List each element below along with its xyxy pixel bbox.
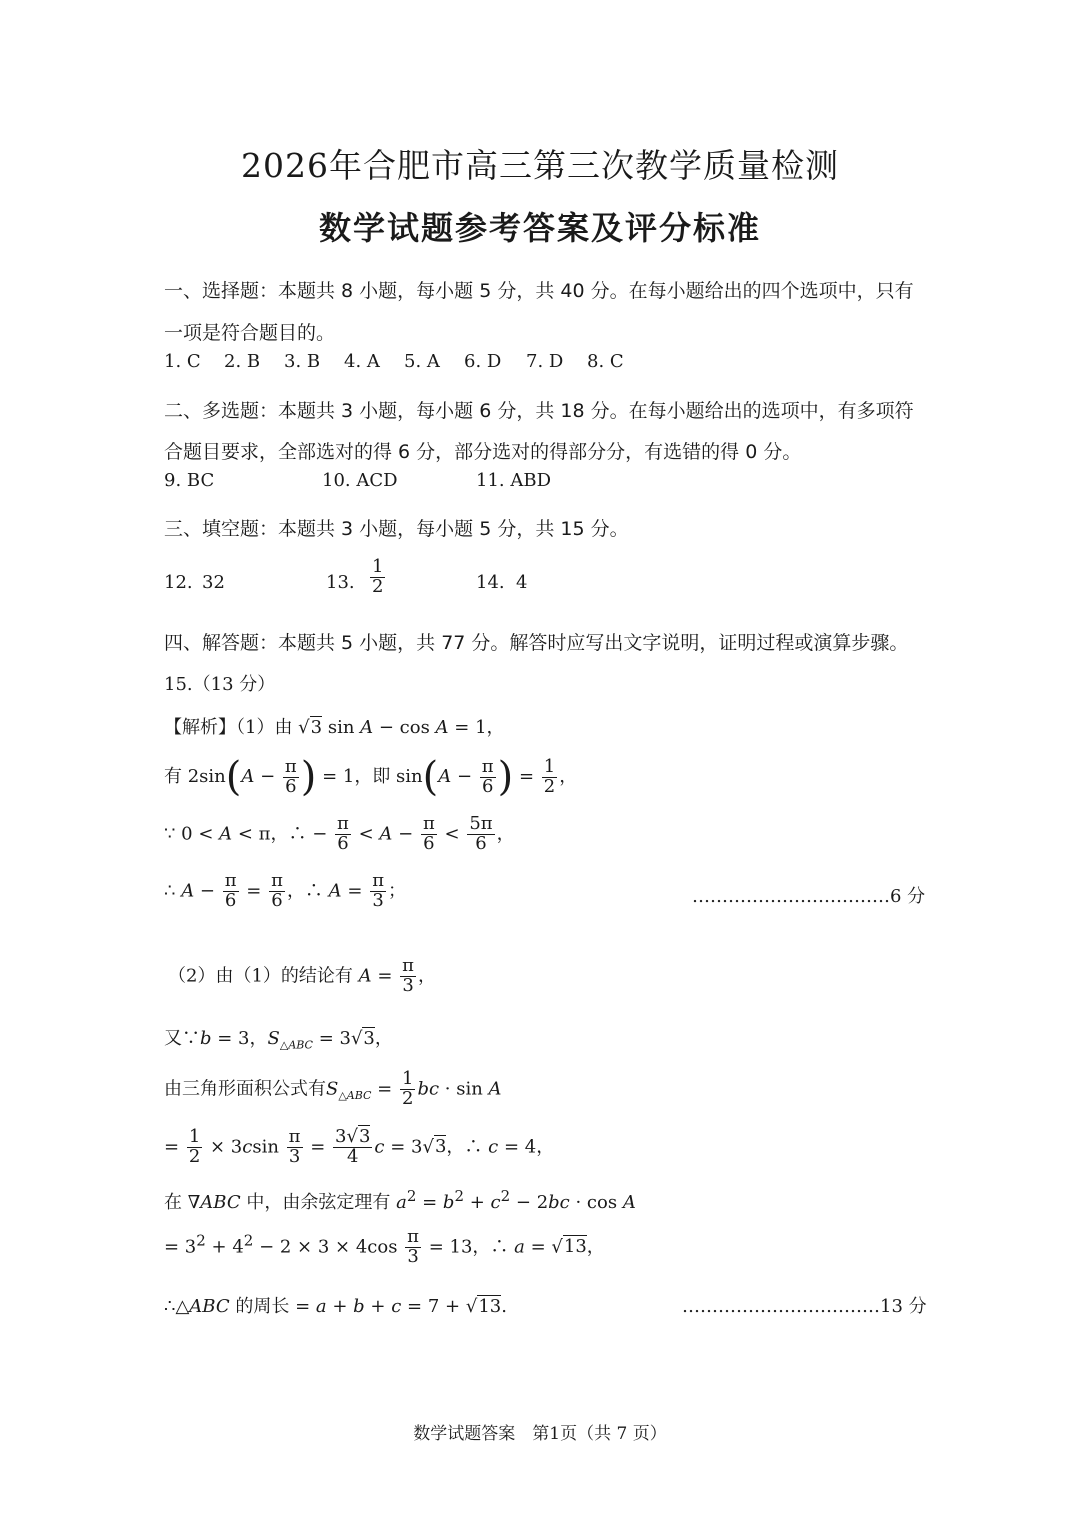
page-footer: 数学试题答案 第1页（共 7 页） xyxy=(413,1424,667,1444)
score-marker-13: ……………………………13 分 xyxy=(682,1296,927,1317)
mc-answer: 2. B xyxy=(224,351,261,372)
multi-answer: 10. ACD xyxy=(322,470,398,491)
section-1-heading-cont: 一项是符合题目的。 xyxy=(164,322,336,344)
solution-line-8: = $\frac{1}{2}$ × 3csin $\frac{\pi}{3}$ = $\frac{3√3}{4}$ c = 3√3，∴ c = 4， xyxy=(164,1126,555,1167)
solution-line-1: 【解析】（1）由 √3 sin A − cos A = 1， xyxy=(164,717,505,738)
cosine-pre-label: 在 xyxy=(164,1192,182,1213)
solution-line-3: ∵ 0 < A < π，∴ − $\frac{\pi}{6}$ < A − $\frac{\pi}{6}$ < $\frac{5\pi}{6}$ ， xyxy=(164,813,515,854)
section-3-heading: 三、填空题：本题共 3 小题，每小题 5 分，共 15 分。 xyxy=(164,518,629,540)
solution-line-11: ∴△ABC 的周长 = a + b + c = 7 + √13. xyxy=(164,1296,507,1317)
perimeter-label: 的周长 xyxy=(235,1296,290,1317)
fraction-denominator: 2 xyxy=(372,575,384,597)
fill-answer-fraction xyxy=(368,558,387,597)
section-2-heading-cont: 合题目要求，全部选对的得 6 分，部分选对的得部分分，有选错的得 0 分。 xyxy=(164,441,802,463)
mc-answer: 8. C xyxy=(587,351,624,372)
page-title: 2026年合肥市高三第三次教学质量检测 xyxy=(241,146,839,185)
mc-answer: 6. D xyxy=(464,351,502,372)
solution-line-6: 又∵b = 3，$S_{\triangle ABC} = 3√3$， xyxy=(164,1028,393,1052)
solution-line-7: 由三角形面积公式有$S_{\triangle ABC}$ = $\frac{1}{2}$ bc · sin A xyxy=(164,1068,502,1109)
cosine-mid-label: 中，由余弦定理有 xyxy=(246,1192,391,1213)
solution-line-5: （2）由（1）的结论有 A = $\frac{\pi}{3}$ ， xyxy=(168,955,437,996)
section-2-heading: 二、多选题：本题共 3 小题，每小题 6 分，共 18 分。在每小题给出的选项中，有多项符 xyxy=(164,400,914,422)
solution-line-9: 在 ∇ABC 中，由余弦定理有 $a^2 = b^2 + c^2 - 2bc \cdot \cos A$ xyxy=(164,1187,636,1213)
mc-answer: 5. A xyxy=(404,351,440,372)
fill-label: 14. xyxy=(476,572,505,593)
section-4-heading: 四、解答题：本题共 5 小题，共 77 分。解答时应写出文字说明，证明过程或演算步骤。 xyxy=(164,632,909,654)
solution-line-4: ∴ A − $\frac{\pi}{6}$ = $\frac{\pi}{6}$ ，∴ A = $\frac{\pi}{3}$ ； xyxy=(164,870,407,911)
part-2-label: （2）由（1）的结论有 xyxy=(168,965,353,987)
page-subtitle: 数学试题参考答案及评分标准 xyxy=(318,209,761,247)
jiexi-label: 【解析】 xyxy=(164,717,236,738)
score-marker-6: ……………………………6 分 xyxy=(692,886,926,907)
mc-answer: 4. A xyxy=(344,351,380,372)
mc-answer: 3. B xyxy=(284,351,321,372)
section-1-heading: 一、选择题：本题共 8 小题，每小题 5 分，共 40 分。在每小题给出的四个选项中，只有 xyxy=(164,280,914,302)
fill-answer: 4 xyxy=(516,572,528,593)
solution-line-2: 有 2sin(A − $\frac{\pi}{6}$ ) = 1，即 sin(A − $\frac{\pi}{6}$ ) = $\frac{1}{2}$ ， xyxy=(164,754,578,800)
mc-answer: 7. D xyxy=(526,351,564,372)
you-label: 又∵ xyxy=(164,1028,200,1049)
area-formula-label: 由三角形面积公式有 xyxy=(164,1078,326,1100)
multi-answer: 9. BC xyxy=(164,470,215,491)
multi-answer: 11. ABD xyxy=(476,470,552,491)
fraction-numerator: 1 xyxy=(372,556,384,577)
fill-label: 13. xyxy=(326,572,355,593)
question-15-header: 15.（13 分） xyxy=(164,674,276,695)
part-1-label: （1）由 xyxy=(236,717,293,738)
fill-answer: 32 xyxy=(202,572,225,593)
mc-answer: 1. C xyxy=(164,351,201,372)
solution-line-10: = $3^2 + 4^2 - 2 \times 3 \times 4\cos$ $\frac{\pi}{3}$ = 13，∴ a = √13， xyxy=(164,1226,605,1267)
fill-label: 12. xyxy=(164,572,193,593)
